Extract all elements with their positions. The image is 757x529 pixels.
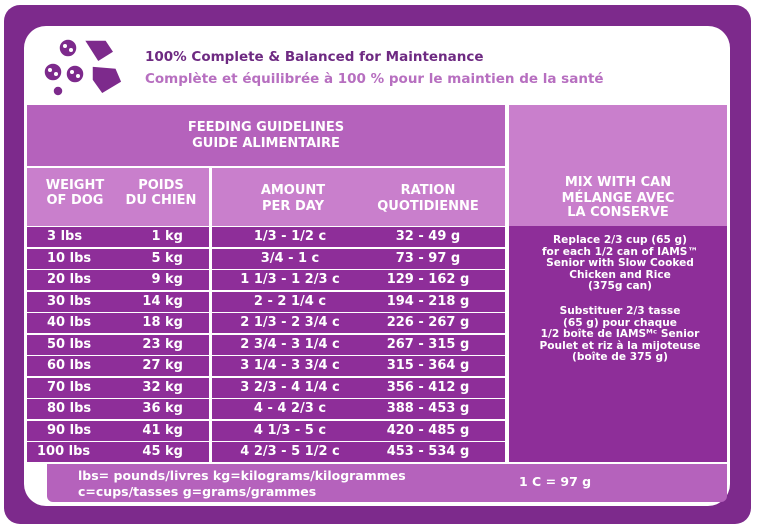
row-ration: 73 - 97 g bbox=[395, 250, 461, 266]
col-ration-fr-2: QUOTIDIENNE bbox=[377, 199, 479, 214]
row-kg: 45 kg bbox=[142, 444, 183, 459]
row-kg: 23 kg bbox=[142, 336, 183, 352]
row-ration: 267 - 315 g bbox=[386, 336, 470, 352]
mix-title-fr-1: MÉLANGE AVEC bbox=[561, 191, 675, 206]
row-amount: 3/4 - 1 c bbox=[260, 250, 320, 266]
row-ration: 226 - 267 g bbox=[386, 315, 470, 330]
row-amount: 1 1/3 - 1 2/3 c bbox=[240, 272, 340, 287]
row-lbs: 3 lbs bbox=[47, 229, 83, 244]
row-kg: 41 kg bbox=[142, 422, 183, 438]
row-kg: 27 kg bbox=[142, 358, 183, 373]
table-row bbox=[27, 399, 505, 419]
cup-conversion: 1 C = 97 g bbox=[519, 474, 592, 489]
table-row bbox=[27, 292, 505, 312]
row-lbs: 70 lbs bbox=[47, 379, 92, 395]
row-ration: 388 - 453 g bbox=[386, 401, 470, 416]
row-lbs: 20 lbs bbox=[47, 272, 92, 287]
mix-en-line: Replace 2/3 cup (65 g) bbox=[553, 234, 687, 246]
kibble-bowls-icon bbox=[42, 36, 132, 98]
row-ration: 356 - 412 g bbox=[386, 379, 470, 395]
row-ration: 420 - 485 g bbox=[386, 422, 470, 438]
mix-fr-line: (65 g) pour chaque bbox=[563, 316, 677, 329]
row-amount: 4 - 4 2/3 c bbox=[253, 401, 327, 416]
row-kg: 1 kg bbox=[151, 229, 183, 244]
table-row bbox=[27, 227, 505, 247]
row-lbs: 60 lbs bbox=[47, 358, 92, 373]
mix-en-line: (375g can) bbox=[587, 280, 653, 292]
mix-fr-line: Poulet et riz à la mijoteuse bbox=[539, 339, 701, 352]
col-weight-fr-2: DU CHIEN bbox=[125, 193, 197, 208]
mix-en-line: for each 1/2 can of IAMS™ bbox=[541, 245, 699, 258]
table-row bbox=[27, 270, 505, 290]
table-row bbox=[27, 335, 505, 355]
row-ration: 453 - 534 g bbox=[386, 444, 470, 459]
mix-instructions-en bbox=[516, 235, 724, 293]
table-row bbox=[27, 378, 505, 398]
row-kg: 14 kg bbox=[142, 293, 183, 309]
row-lbs: 10 lbs bbox=[47, 250, 92, 266]
col-weight-fr-1: POIDS bbox=[138, 178, 184, 193]
col-weight-en-2: OF DOG bbox=[46, 193, 104, 208]
row-lbs: 40 lbs bbox=[47, 315, 92, 330]
header-title-en: 100% Complete & Balanced for Maintenance bbox=[145, 49, 484, 65]
row-lbs: 30 lbs bbox=[47, 293, 92, 309]
feeding-guidelines-title-en: FEEDING GUIDELINES bbox=[187, 120, 345, 135]
mix-en-line: Senior with Slow Cooked bbox=[546, 257, 694, 269]
mix-instructions-fr bbox=[516, 306, 724, 364]
column-divider bbox=[209, 227, 212, 463]
header-title-fr: Complète et équilibrée à 100 % pour le maintien de la santé bbox=[145, 71, 604, 87]
table-row bbox=[27, 356, 505, 376]
feeding-guidelines-title-fr: GUIDE ALIMENTAIRE bbox=[192, 136, 340, 151]
table-row bbox=[27, 442, 505, 462]
row-lbs: 50 lbs bbox=[47, 336, 92, 352]
col-amount-en-1: AMOUNT bbox=[260, 183, 326, 198]
row-amount: 1/3 - 1/2 c bbox=[253, 229, 327, 244]
row-amount: 3 2/3 - 4 1/4 c bbox=[240, 379, 340, 395]
col-ration-fr-1: RATION bbox=[400, 183, 456, 198]
row-amount: 4 2/3 - 5 1/2 c bbox=[240, 444, 340, 459]
row-amount: 2 - 2 1/4 c bbox=[253, 293, 327, 309]
row-amount: 2 1/3 - 2 3/4 c bbox=[240, 315, 340, 330]
row-amount: 4 1/3 - 5 c bbox=[253, 422, 327, 438]
row-lbs: 100 lbs bbox=[37, 444, 91, 459]
units-legend-line-1: lbs= pounds/livres kg=kilograms/kilogrammes bbox=[78, 468, 406, 483]
row-lbs: 80 lbs bbox=[47, 401, 92, 416]
row-kg: 5 kg bbox=[151, 250, 183, 266]
mix-en-line: Chicken and Rice bbox=[569, 268, 671, 281]
row-kg: 36 kg bbox=[142, 401, 183, 416]
feeding-table-body bbox=[27, 227, 505, 463]
units-legend-line-2: c=cups/tasses g=grams/grammes bbox=[78, 484, 317, 499]
row-kg: 9 kg bbox=[151, 272, 183, 287]
col-amount-en-2: PER DAY bbox=[262, 199, 324, 214]
mix-fr-line: Substituer 2/3 tasse bbox=[559, 305, 681, 317]
row-amount: 3 1/4 - 3 3/4 c bbox=[240, 358, 340, 373]
row-ration: 194 - 218 g bbox=[386, 293, 470, 309]
col-weight-en-1: WEIGHT bbox=[45, 178, 105, 193]
table-row bbox=[27, 421, 505, 441]
row-kg: 18 kg bbox=[142, 315, 183, 330]
mix-fr-line: (boîte de 375 g) bbox=[572, 351, 668, 363]
row-amount: 2 3/4 - 3 1/4 c bbox=[240, 336, 340, 352]
row-kg: 32 kg bbox=[142, 379, 183, 395]
row-ration: 32 - 49 g bbox=[395, 229, 461, 244]
row-lbs: 90 lbs bbox=[47, 422, 92, 438]
row-ration: 315 - 364 g bbox=[386, 358, 470, 373]
row-ration: 129 - 162 g bbox=[386, 272, 470, 287]
table-row bbox=[27, 313, 505, 333]
mix-fr-line: 1/2 boîte de IAMSᴹᶜ Senior bbox=[540, 328, 700, 340]
table-row bbox=[27, 249, 505, 269]
mix-title-fr-2: LA CONSERVE bbox=[567, 205, 669, 220]
mix-title-en: MIX WITH CAN bbox=[564, 175, 672, 190]
